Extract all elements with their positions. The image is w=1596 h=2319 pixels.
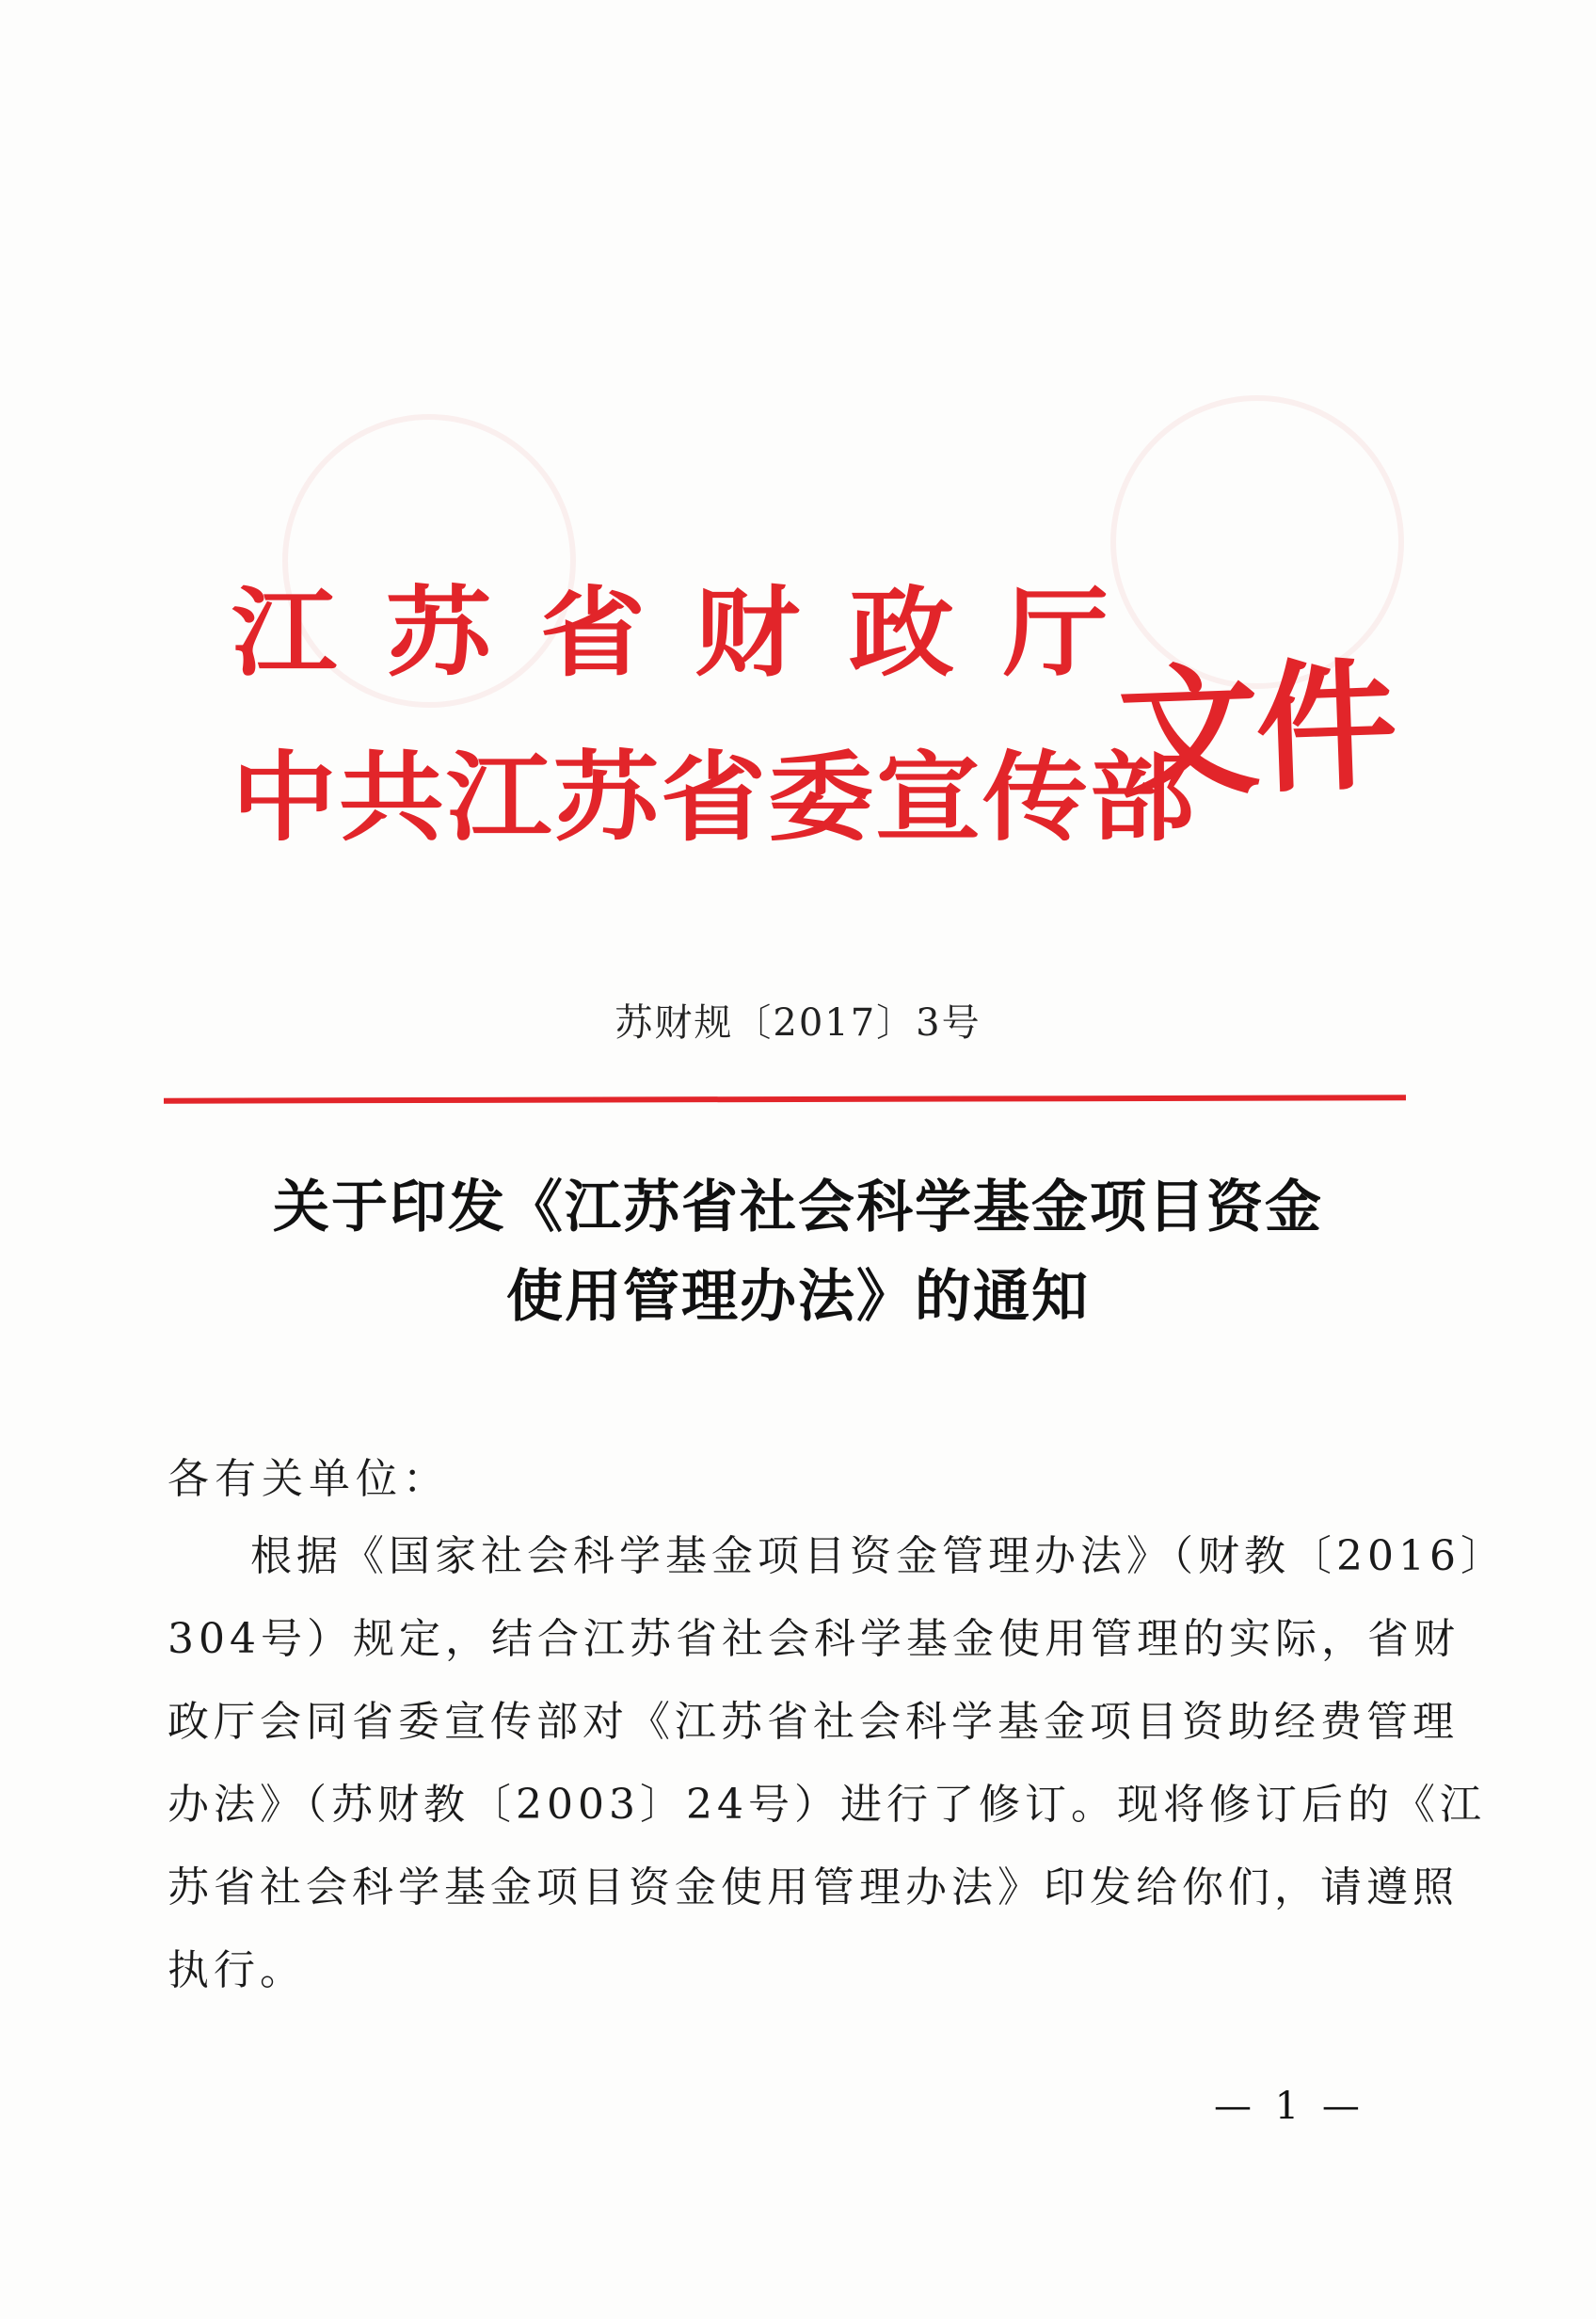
red-separator-line <box>164 1095 1406 1103</box>
notice-title-line-2: 使用管理办法》的通知 <box>506 1264 1090 1330</box>
issuer-finance-department: 江苏省财政厅 <box>231 577 1157 690</box>
salutation: 各有关单位： <box>168 1455 450 1503</box>
document-type-label: 文件 <box>1115 644 1396 819</box>
body-line: 办法》（苏财教〔2003〕24号）进行了修订。现将修订后的《江 <box>168 1781 1486 1829</box>
document-number: 苏财规〔2017〕3号 <box>614 1001 982 1045</box>
issuer-propaganda-department: 中共江苏省委宣传部 <box>231 742 1197 855</box>
notice-title-line-1: 关于印发《江苏省社会科学基金项目资金 <box>273 1175 1323 1240</box>
body-line: 政厅会同省委宣传部对《江苏省社会科学基金项目资助经费管理 <box>168 1698 1459 1746</box>
body-line: 根据《国家社会科学基金项目资金管理办法》（财教〔2016〕 <box>250 1532 1507 1580</box>
body-line: 苏省社会科学基金项目资金使用管理办法》印发给你们，请遵照 <box>168 1863 1459 1911</box>
body-paragraph <box>168 1515 1507 2012</box>
body-line: 304号）规定，结合江苏省社会科学基金使用管理的实际，省财 <box>168 1615 1460 1663</box>
body-line: 执行。 <box>168 1946 306 1994</box>
page-number: — 1 — <box>1214 2085 1365 2128</box>
